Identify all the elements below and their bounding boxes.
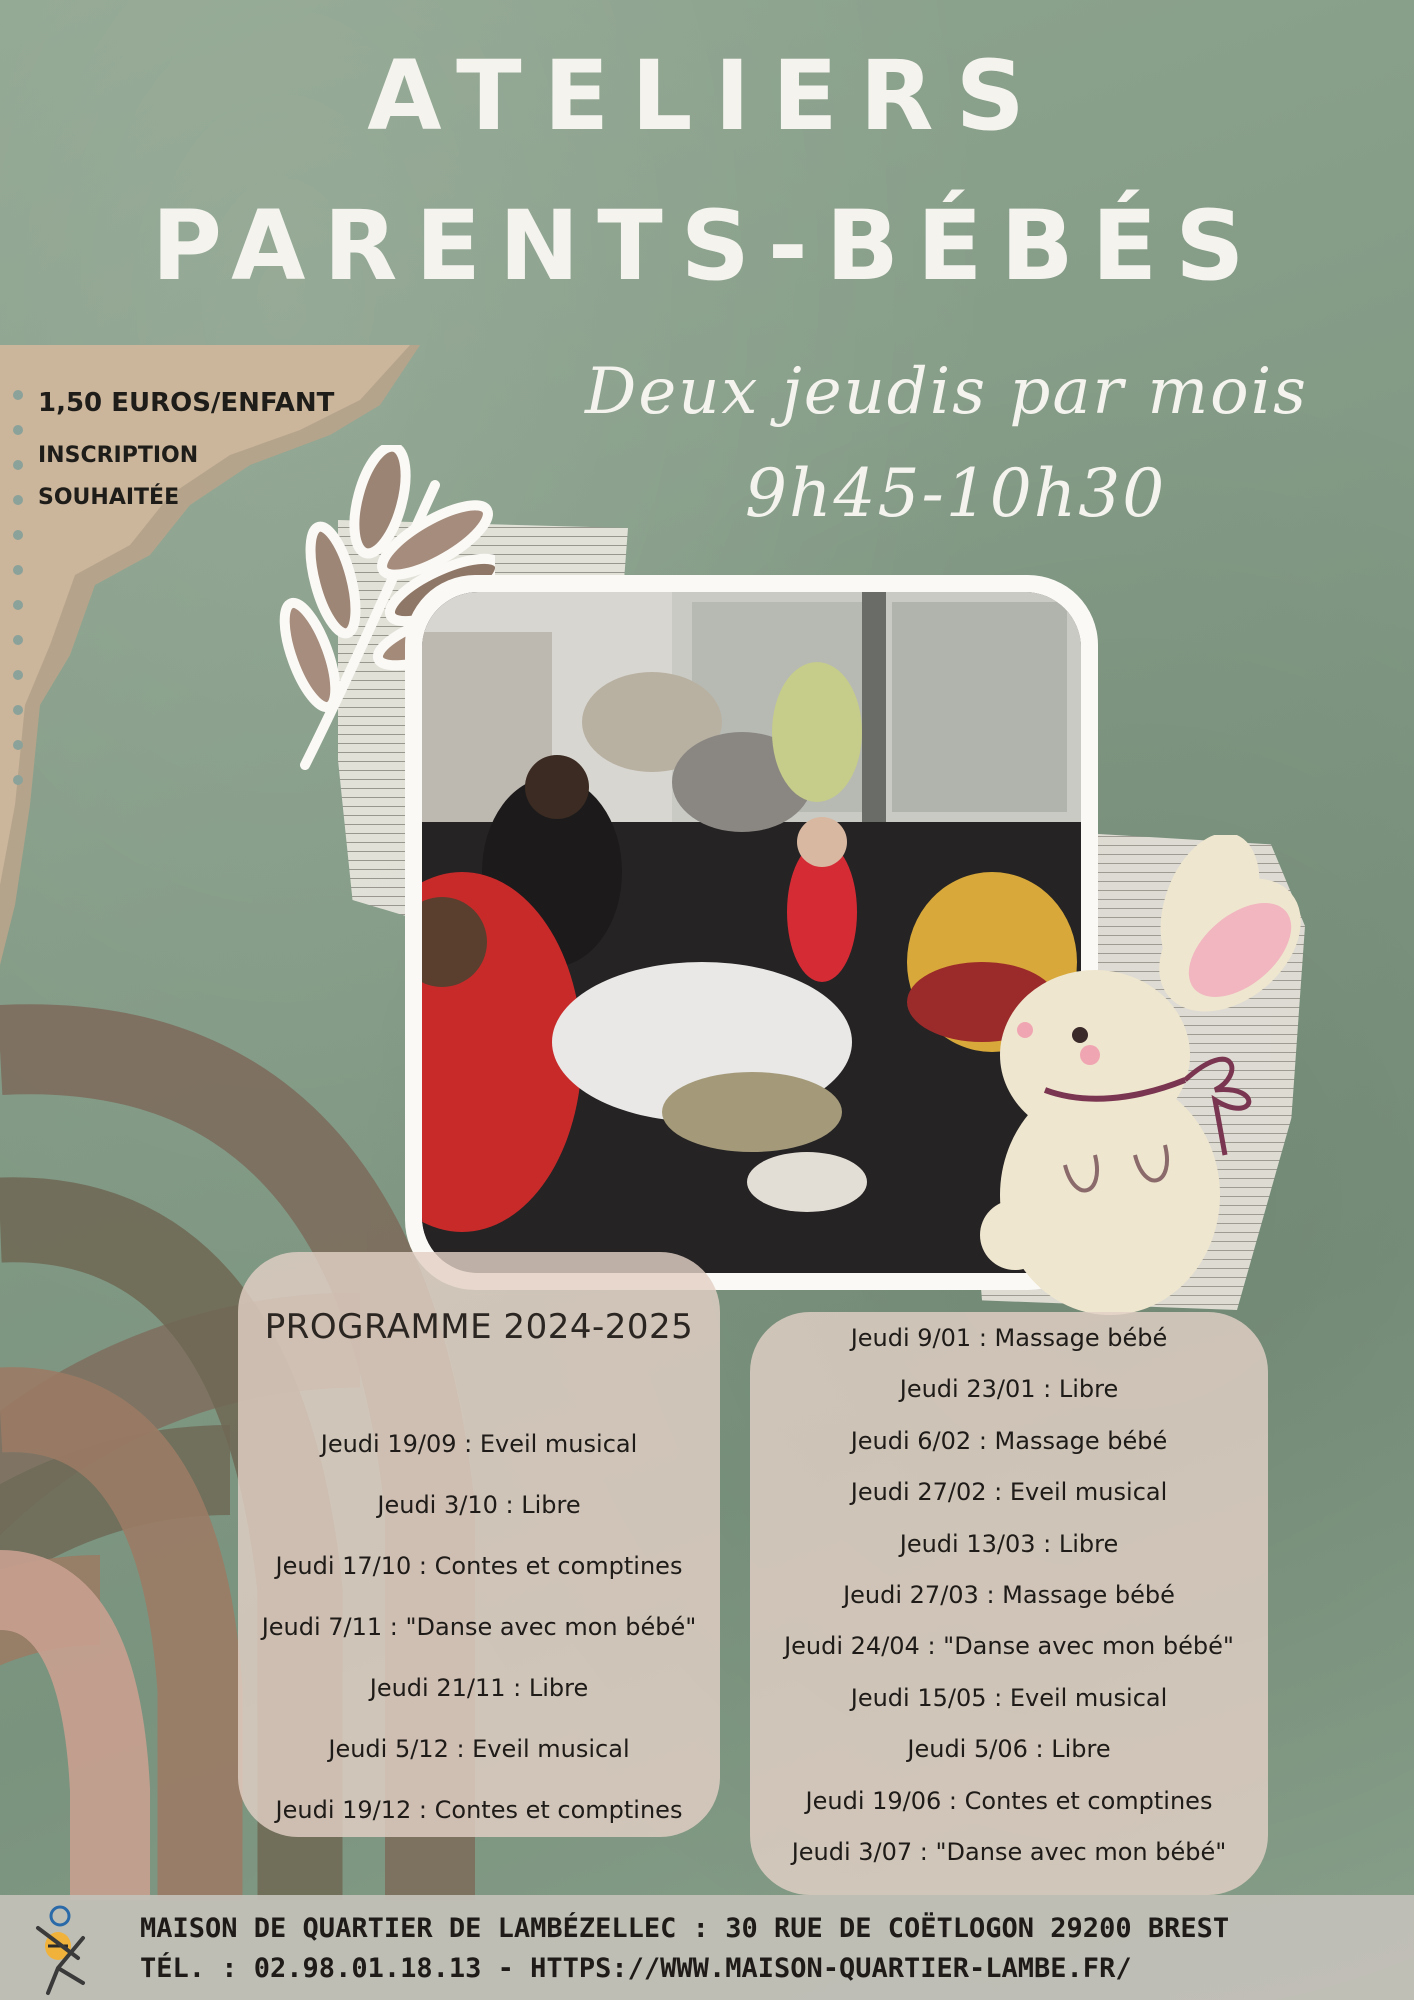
list-item: Jeudi 17/10 : Contes et comptines xyxy=(275,1552,683,1580)
list-item: Jeudi 15/05 : Eveil musical xyxy=(850,1684,1168,1712)
list-item: Jeudi 5/12 : Eveil musical xyxy=(328,1735,630,1763)
list-item: Jeudi 9/01 : Massage bébé xyxy=(850,1324,1168,1352)
title-line-2: PARENTS-BÉBÉS xyxy=(151,190,1263,302)
list-item: Jeudi 19/09 : Eveil musical xyxy=(320,1430,638,1458)
bunny-illustration xyxy=(965,835,1305,1315)
logo-icon xyxy=(28,1898,108,1998)
list-item: Jeudi 27/02 : Eveil musical xyxy=(850,1478,1168,1506)
list-item: Jeudi 13/03 : Libre xyxy=(899,1530,1119,1558)
list-item: Jeudi 23/01 : Libre xyxy=(899,1375,1119,1403)
programme-title: PROGRAMME 2024-2025 xyxy=(264,1307,694,1347)
list-item: Jeudi 5/06 : Libre xyxy=(907,1735,1111,1763)
list-item: Jeudi 19/06 : Contes et comptines xyxy=(805,1787,1213,1815)
list-item: Jeudi 7/11 : "Danse avec mon bébé" xyxy=(261,1613,697,1641)
price-label: 1,50 EUROS/ENFANT xyxy=(38,388,335,418)
list-item: Jeudi 6/02 : Massage bébé xyxy=(850,1427,1168,1455)
title-line-1: ATELIERS xyxy=(367,40,1047,152)
subtitle-frequency: Deux jeudis par mois xyxy=(585,355,1308,429)
list-item: Jeudi 3/07 : "Danse avec mon bébé" xyxy=(791,1838,1227,1866)
footer-bar xyxy=(0,1895,1414,2000)
inscription-label-2: SOUHAITÉE xyxy=(38,485,180,510)
list-item: Jeudi 19/12 : Contes et comptines xyxy=(275,1796,683,1824)
subtitle-time: 9h45-10h30 xyxy=(745,455,1167,532)
inscription-label-1: INSCRIPTION xyxy=(38,443,199,468)
list-item: Jeudi 21/11 : Libre xyxy=(369,1674,589,1702)
list-item: Jeudi 27/03 : Massage bébé xyxy=(843,1581,1175,1609)
list-item: Jeudi 3/10 : Libre xyxy=(377,1491,581,1519)
footer-contact: TÉL. : 02.98.01.18.13 - HTTPS://WWW.MAISON-QUARTIER-LAMBE.FR/ xyxy=(140,1953,1132,1984)
footer-address: MAISON DE QUARTIER DE LAMBÉZELLEC : 30 RUE DE COËTLOGON 29200 BREST xyxy=(140,1913,1230,1944)
list-item: Jeudi 24/04 : "Danse avec mon bébé" xyxy=(784,1632,1234,1660)
